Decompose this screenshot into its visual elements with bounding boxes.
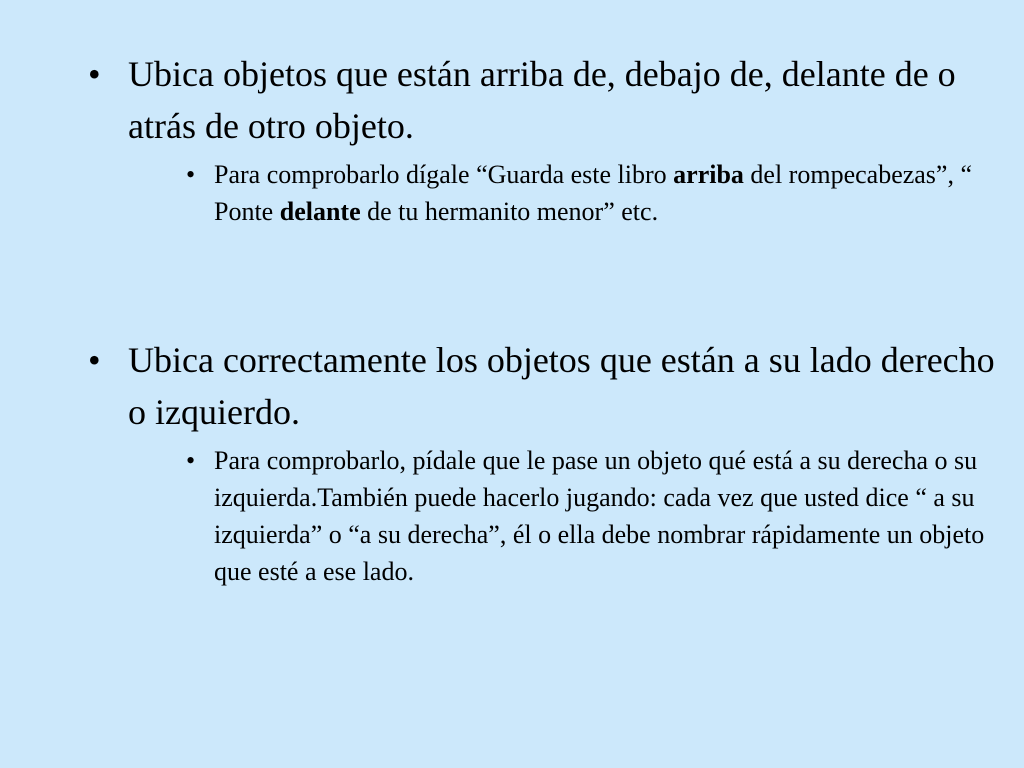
emphasis-delante: delante [279, 197, 361, 226]
sub-bullet-2 [186, 442, 994, 590]
bullet-block-2 [88, 334, 1008, 590]
main-bullet-text: Ubica correctamente los objetos que están a su lado derecho o izquierdo. [128, 340, 995, 432]
main-bullet-text: Ubica objetos que están arriba de, debajo de, delante de o atrás de otro objeto. [128, 54, 956, 146]
bullet-dot-icon: • [88, 340, 101, 380]
bullet-dot-icon: • [88, 54, 101, 94]
sub-bullet-text: Para comprobarlo dígale “Guarda este libro arriba del rompecabezas”, “ Ponte delante de tu hermanito menor” etc. [214, 160, 973, 226]
bullet-block-1 [88, 48, 1008, 230]
bullet-dot-icon: • [186, 446, 196, 475]
sub-bullet-text: Para comprobarlo, pídale que le pase un objeto qué está a su derecha o su izquierda.También puede hacerlo jugando: cada vez que usted dice “ a su izquierda” o “a su derecha”, él o ella debe nombrar rápidamente un objeto que esté a ese lado. [214, 446, 985, 586]
main-bullet-2 [88, 334, 1008, 438]
emphasis-arriba: arriba [673, 160, 744, 189]
sub-bullet-1 [186, 156, 994, 230]
main-bullet-1 [88, 48, 1008, 152]
bullet-dot-icon: • [186, 160, 196, 189]
